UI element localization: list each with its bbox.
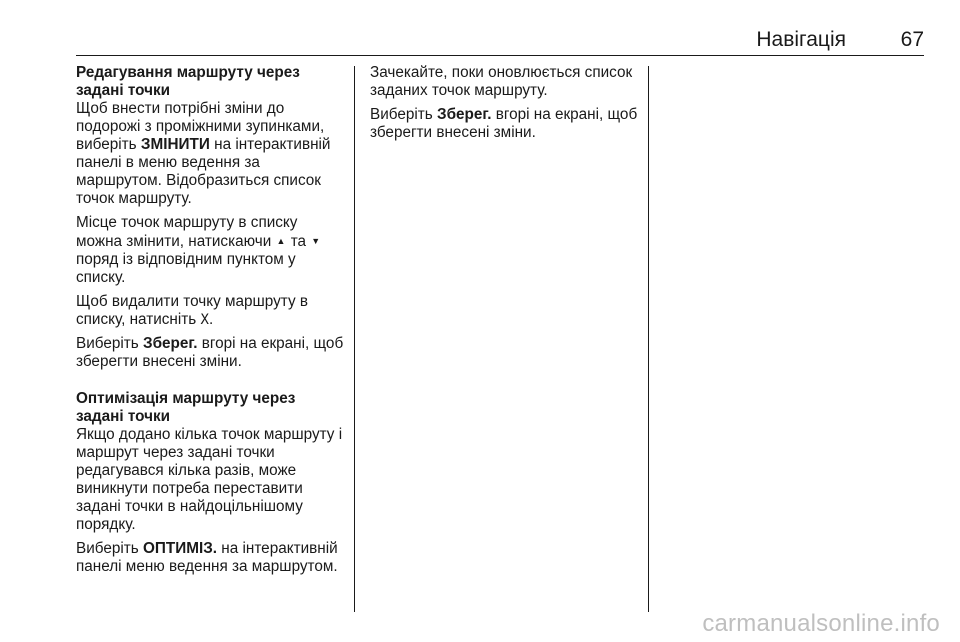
paragraph-edit-instructions: Щоб внести потрібні зміни до подорожі з проміжними зупинками, виберіть ЗМІНИТИ на інтерактивній панелі в меню ведення за маршрутом. Відобразиться список точок маршруту.	[76, 100, 331, 207]
arrow-down-icon: ▼	[311, 236, 321, 246]
section-heading-edit-route: Редагування маршруту через задані точки	[76, 64, 300, 99]
save-command: Зберег.	[142, 335, 198, 352]
column-divider-right	[648, 66, 649, 612]
section-heading-optimize-route: Оптимізація маршруту через задані точки	[76, 390, 296, 425]
header-rule	[76, 55, 924, 56]
paragraph-optimize-intro: Якщо додано кілька точок маршруту і маршрут через задані точки редагувався кілька разів, може виникнути потреба переставити задані точки в найдоцільнішому порядку.	[76, 426, 343, 533]
paragraph-optimize-select: Виберіть ОПТИМІЗ. на інтерактивній панелі меню ведення за маршрутом.	[76, 540, 338, 575]
watermark: carmanualsonline.info	[702, 610, 940, 637]
section-title: Навігація	[756, 28, 846, 51]
page-header	[76, 26, 924, 56]
paragraph-save: Виберіть Зберег. вгорі на екрані, щоб зберегти внесені зміни.	[76, 335, 344, 370]
page-number: 67	[900, 28, 924, 51]
column-divider-left	[354, 66, 355, 612]
right-column	[370, 64, 640, 148]
arrow-up-icon: ▲	[276, 236, 286, 246]
change-command: ЗМІНИТИ	[140, 136, 210, 153]
section-gap	[76, 377, 346, 390]
optimize-command: ОПТИМІЗ.	[142, 540, 218, 557]
paragraph-delete: Щоб видалити точку маршруту в списку, натисніть X.	[76, 293, 308, 328]
paragraph-save-right: Виберіть Зберег. вгорі на екрані, щоб зберегти внесені зміни.	[370, 106, 638, 141]
paragraph-wait: Зачекайте, поки оновлюється список заданих точок маршруту.	[370, 64, 633, 99]
left-column	[76, 64, 346, 582]
paragraph-reorder: Місце точок маршруту в списку можна змінити, натискаючи ▲ та ▼ поряд із відповідним пунктом у списку.	[76, 214, 321, 286]
save-command-right: Зберег.	[436, 106, 492, 123]
close-icon: X	[200, 312, 209, 328]
